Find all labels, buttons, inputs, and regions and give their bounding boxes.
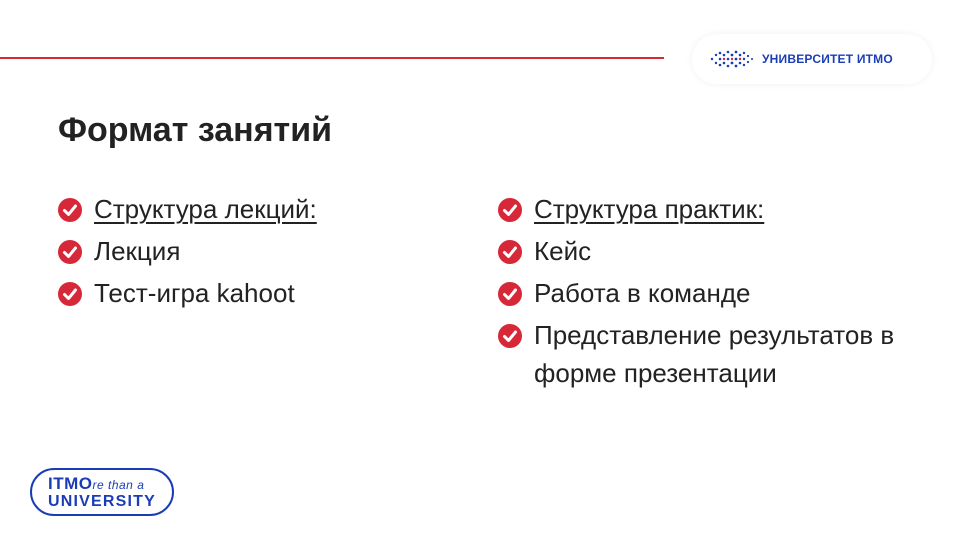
dot-matrix-icon: [710, 49, 754, 69]
slide-title: Формат занятий: [58, 111, 333, 149]
list-item: [498, 237, 898, 270]
list-item: [498, 321, 898, 392]
check-circle-icon: [58, 240, 82, 264]
check-circle-icon: [58, 282, 82, 306]
lecture-structure-list: [58, 195, 438, 321]
brand-name: УНИВЕРСИТЕТ ИТМО: [762, 52, 893, 66]
check-circle-icon: [498, 282, 522, 306]
header-divider: [0, 57, 664, 59]
check-circle-icon: [498, 324, 522, 348]
lecture-structure-heading: Структура лекций:: [94, 194, 317, 224]
list-item-label: Работа в команде: [534, 278, 751, 308]
check-circle-icon: [498, 240, 522, 264]
list-item: [498, 279, 898, 312]
practice-structure-heading: Структура практик:: [534, 194, 765, 224]
list-item-label: Кейс: [534, 236, 592, 266]
check-circle-icon: [498, 198, 522, 222]
list-item: [498, 195, 898, 228]
list-item: [58, 237, 438, 270]
practice-structure-list: [498, 195, 898, 401]
list-item: [58, 195, 438, 228]
badge-university-text: UNIVERSITY: [48, 493, 157, 510]
list-item: [58, 279, 438, 312]
list-item-label: Лекция: [94, 236, 181, 266]
badge-itmo-text: ITMO: [48, 474, 93, 493]
itmo-more-than-university-badge: [30, 468, 174, 516]
university-logo: [692, 34, 932, 84]
badge-script-text: re than a: [92, 478, 145, 492]
badge-top-line: [48, 474, 144, 494]
list-item-label: Представление результатов в форме презентации: [534, 320, 895, 388]
check-circle-icon: [58, 198, 82, 222]
list-item-label: Тест-игра kahoot: [94, 278, 295, 308]
